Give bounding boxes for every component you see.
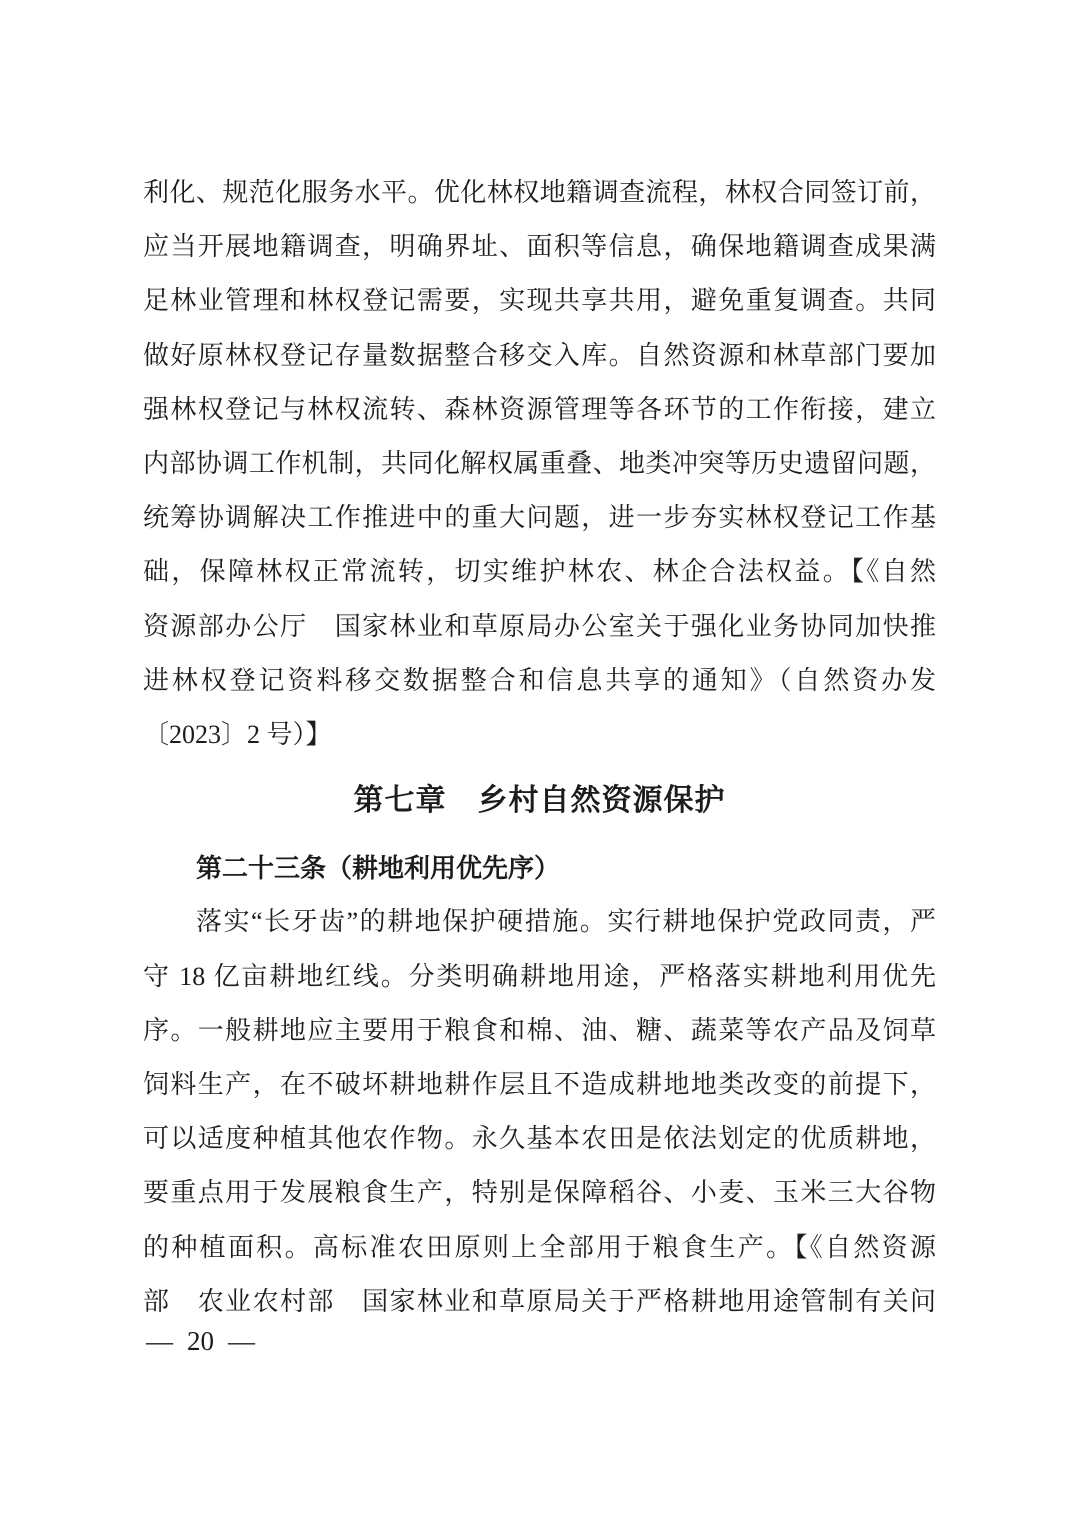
text-line: 守 18 亿亩耕地红线。分类明确耕地用途，严格落实耕地利用优先 [143,961,936,991]
text-line: 饲料生产，在不破坏耕地耕作层且不造成耕地地类改变的前提下， [143,1070,936,1099]
text-line: 部 农业农村部 国家林业和草原局关于严格耕地用途管制有关问 [143,1286,936,1316]
paragraph-body [143,895,936,1329]
text-line: 的种植面积。高标准农田原则上全部用于粮食生产。【《自然资源 [143,1232,936,1262]
text-line: 应当开展地籍调查，明确界址、面积等信息，确保地籍调查成果满 [143,232,936,262]
chapter-heading: 第七章 乡村自然资源保护 [353,784,726,818]
page-footer [146,1326,255,1356]
paragraph-continuation [143,166,936,762]
text-line: 利化、规范化服务水平。优化林权地籍调查流程，林权合同签订前， [143,178,936,207]
text-line: 统筹协调解决工作推进中的重大问题，进一步夯实林权登记工作基 [143,503,936,533]
text-line: 〔2023〕2 号）】 [143,719,332,749]
page-number: 20 [187,1326,214,1356]
text-line: 做好原林权登记存量数据整合移交入库。自然资源和林草部门要加 [143,340,936,370]
text-line: 足林业管理和林权登记需要，实现共享共用，避免重复调查。共同 [143,286,936,316]
text-line: 要重点用于发展粮食生产，特别是保障稻谷、小麦、玉米三大谷物 [143,1178,936,1208]
text-line: 内部协调工作机制，共同化解权属重叠、地类冲突等历史遗留问题， [143,448,936,478]
text-line: 强林权登记与林权流转、森林资源管理等各环节的工作衔接，建立 [143,394,936,424]
footer-dash-left: — [146,1326,173,1356]
text-line: 进林权登记资料移交数据整合和信息共享的通知》（自然资办发 [143,665,936,695]
section-heading: 第二十三条（耕地利用优先序） [196,853,561,884]
text-line: 落实“长牙齿”的耕地保护硬措施。实行耕地保护党政同责，严 [196,907,936,937]
text-line: 可以适度种植其他农作物。永久基本农田是依法划定的优质耕地， [143,1124,936,1154]
text-line: 序。一般耕地应主要用于粮食和棉、油、糖、蔬菜等农产品及饲草 [143,1015,936,1045]
text-line: 资源部办公厅 国家林业和草原局办公室关于强化业务协同加快推 [143,611,936,641]
page-content [143,166,936,1329]
footer-dash-right: — [228,1326,255,1356]
text-line: 础，保障林权正常流转，切实维护林农、林企合法权益。【《自然 [143,557,936,587]
